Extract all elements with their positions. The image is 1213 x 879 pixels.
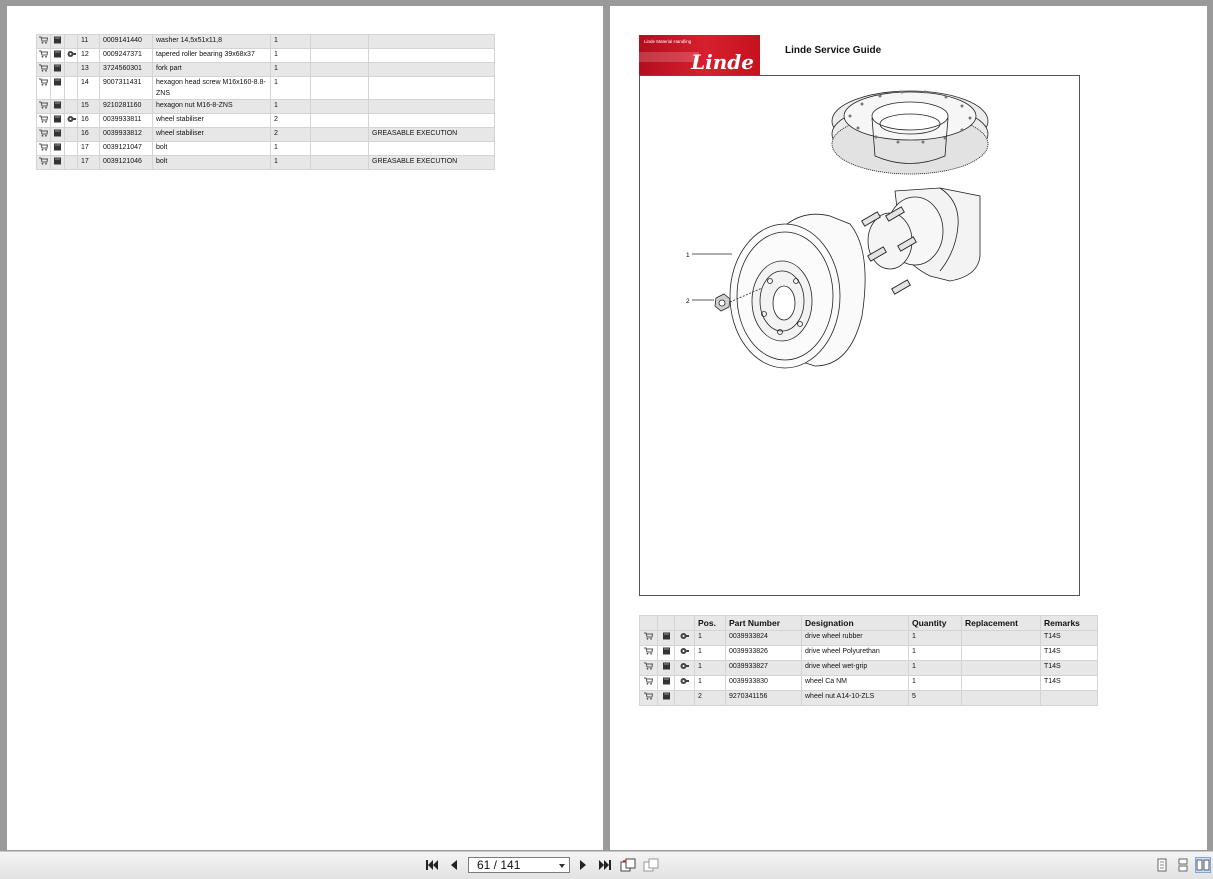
cart-icon[interactable] (37, 35, 51, 49)
cell-replacement (311, 77, 369, 100)
cell-pos: 15 (78, 100, 100, 114)
cell-part-number[interactable]: 0039933826 (726, 646, 802, 661)
cell-quantity: 1 (271, 63, 311, 77)
cart-icon[interactable] (640, 676, 658, 691)
cell-part-number[interactable]: 0039121047 (100, 142, 153, 156)
next-page-icon[interactable] (575, 857, 591, 873)
cell-remarks (369, 35, 495, 49)
cell-part-number[interactable]: 9210281160 (100, 100, 153, 114)
table-row (37, 63, 495, 77)
manual-icon[interactable] (51, 156, 65, 170)
right-page (610, 6, 1207, 850)
cell-remarks (369, 77, 495, 100)
left-page (7, 6, 603, 850)
chevron-down-icon (559, 864, 565, 868)
cell-designation: washer 14,5x51x11,8 (153, 35, 271, 49)
header-designation: Designation (802, 616, 909, 631)
right-parts-table (639, 615, 1098, 706)
cell-designation: bolt (153, 156, 271, 170)
cell-replacement (311, 63, 369, 77)
first-page-icon[interactable] (424, 857, 440, 873)
last-page-icon[interactable] (597, 857, 613, 873)
cell-replacement (962, 691, 1041, 706)
header-replacement: Replacement (962, 616, 1041, 631)
empty-icon-cell (65, 142, 78, 156)
cell-pos: 1 (695, 676, 726, 691)
callout-2: 2 (686, 298, 690, 305)
rotate-icon[interactable] (620, 857, 636, 873)
viewer-toolbar (0, 851, 1213, 879)
cell-part-number[interactable]: 9007311431 (100, 77, 153, 100)
cell-pos: 1 (695, 661, 726, 676)
table-row (37, 35, 495, 49)
drawing-frame (639, 75, 1080, 596)
cell-quantity: 2 (271, 114, 311, 128)
tool-icon[interactable] (65, 114, 78, 128)
cell-part-number[interactable]: 0039933830 (726, 676, 802, 691)
cell-designation: fork part (153, 63, 271, 77)
cell-replacement (962, 631, 1041, 646)
tool-icon[interactable] (65, 49, 78, 63)
cell-remarks: T14S (1041, 661, 1098, 676)
cell-remarks (369, 63, 495, 77)
header-icon-col (658, 616, 675, 631)
cell-pos: 1 (695, 646, 726, 661)
cell-designation: drive wheel wet-grip (802, 661, 909, 676)
cell-replacement (311, 114, 369, 128)
logo-wordmark: Linde (691, 50, 754, 74)
table-row (640, 661, 1098, 676)
tool-icon[interactable] (675, 631, 695, 646)
empty-icon-cell (65, 77, 78, 100)
manual-icon[interactable] (51, 100, 65, 114)
cell-remarks (369, 100, 495, 114)
header-icon-col (640, 616, 658, 631)
page-title: Linde Service Guide (785, 45, 882, 56)
cell-replacement (962, 646, 1041, 661)
table-row (37, 156, 495, 170)
cell-remarks: T14S (1041, 676, 1098, 691)
cart-icon[interactable] (37, 63, 51, 77)
cell-pos: 12 (78, 49, 100, 63)
cell-part-number[interactable]: 0039933812 (100, 128, 153, 142)
linde-logo (639, 35, 760, 75)
cell-remarks (369, 49, 495, 63)
header-remarks: Remarks (1041, 616, 1098, 631)
cell-remarks: GREASABLE EXECUTION (369, 128, 495, 142)
cell-part-number[interactable]: 9270341156 (726, 691, 802, 706)
cell-remarks (1041, 691, 1098, 706)
cell-quantity: 1 (271, 156, 311, 170)
manual-icon[interactable] (658, 691, 675, 706)
table-row (37, 114, 495, 128)
header-icon-col (675, 616, 695, 631)
cell-designation: tapered roller bearing 39x68x37 (153, 49, 271, 63)
manual-icon[interactable] (51, 63, 65, 77)
cell-pos: 16 (78, 128, 100, 142)
cell-pos: 16 (78, 114, 100, 128)
cell-replacement (311, 156, 369, 170)
table-row (37, 100, 495, 114)
empty-icon-cell (675, 691, 695, 706)
continuous-icon[interactable] (1175, 857, 1191, 873)
two-page-icon[interactable] (1195, 857, 1211, 873)
cell-pos: 11 (78, 35, 100, 49)
manual-icon[interactable] (51, 35, 65, 49)
cell-remarks: T14S (1041, 646, 1098, 661)
cell-designation: drive wheel Polyurethan (802, 646, 909, 661)
manual-icon[interactable] (51, 49, 65, 63)
logo-small-text: Linde Material Handling (644, 39, 692, 44)
callout-1: 1 (686, 252, 690, 259)
cell-pos: 1 (695, 631, 726, 646)
cart-icon[interactable] (640, 646, 658, 661)
cell-quantity: 1 (271, 100, 311, 114)
prev-page-icon[interactable] (446, 857, 462, 873)
cell-part-number[interactable]: 0039933824 (726, 631, 802, 646)
cell-quantity: 1 (271, 142, 311, 156)
cell-quantity: 1 (909, 631, 962, 646)
table-row (640, 676, 1098, 691)
manual-icon[interactable] (51, 142, 65, 156)
table-row (640, 691, 1098, 706)
fit-icon[interactable] (643, 857, 659, 873)
manual-icon[interactable] (51, 77, 65, 100)
cell-replacement (311, 49, 369, 63)
tool-icon[interactable] (675, 661, 695, 676)
cart-icon[interactable] (640, 631, 658, 646)
cell-replacement (311, 142, 369, 156)
cell-designation: hexagon head screw M16x160-8.8-ZNS (153, 77, 271, 100)
cell-designation: drive wheel rubber (802, 631, 909, 646)
cell-replacement (311, 35, 369, 49)
cell-replacement (962, 661, 1041, 676)
cart-icon[interactable] (37, 49, 51, 63)
cell-part-number[interactable]: 0009141440 (100, 35, 153, 49)
cell-quantity: 1 (271, 49, 311, 63)
cell-quantity: 1 (271, 35, 311, 49)
cart-icon[interactable] (37, 156, 51, 170)
cell-quantity: 2 (271, 128, 311, 142)
cell-pos: 17 (78, 142, 100, 156)
manual-icon[interactable] (658, 661, 675, 676)
cell-remarks (369, 142, 495, 156)
table-row (37, 128, 495, 142)
cell-designation: hexagon nut M16-8-ZNS (153, 100, 271, 114)
cell-part-number[interactable]: 3724560301 (100, 63, 153, 77)
manual-icon[interactable] (658, 676, 675, 691)
cell-replacement (311, 128, 369, 142)
cell-quantity: 1 (909, 646, 962, 661)
cell-quantity: 1 (909, 661, 962, 676)
cell-quantity: 5 (909, 691, 962, 706)
cell-quantity: 1 (909, 676, 962, 691)
cell-part-number[interactable]: 0039933827 (726, 661, 802, 676)
table-row (37, 77, 495, 100)
header-pos: Pos. (695, 616, 726, 631)
cell-remarks: T14S (1041, 631, 1098, 646)
manual-icon[interactable] (658, 646, 675, 661)
manual-icon[interactable] (51, 128, 65, 142)
manual-icon[interactable] (51, 114, 65, 128)
tool-icon[interactable] (675, 676, 695, 691)
cell-designation: wheel stabiliser (153, 114, 271, 128)
cell-pos: 13 (78, 63, 100, 77)
tool-icon[interactable] (675, 646, 695, 661)
cell-designation: wheel Ca NM (802, 676, 909, 691)
header-part-number: Part Number (726, 616, 802, 631)
empty-icon-cell (65, 128, 78, 142)
cart-icon[interactable] (640, 691, 658, 706)
cart-icon[interactable] (37, 100, 51, 114)
cell-replacement (311, 100, 369, 114)
cell-part-number[interactable]: 0039121046 (100, 156, 153, 170)
cell-part-number[interactable]: 0039933811 (100, 114, 153, 128)
empty-icon-cell (65, 63, 78, 77)
cell-remarks: GREASABLE EXECUTION (369, 156, 495, 170)
cell-designation: wheel stabiliser (153, 128, 271, 142)
page-indicator: 61 / 141 (477, 858, 521, 872)
left-parts-table (36, 34, 495, 170)
single-page-icon[interactable] (1154, 857, 1170, 873)
cart-icon[interactable] (640, 661, 658, 676)
page-number-select[interactable] (468, 857, 570, 873)
cell-designation: wheel nut A14-10-ZLS (802, 691, 909, 706)
manual-icon[interactable] (658, 631, 675, 646)
table-row (640, 631, 1098, 646)
empty-icon-cell (65, 156, 78, 170)
cell-part-number[interactable]: 0009247371 (100, 49, 153, 63)
cell-pos: 14 (78, 77, 100, 100)
drive-wheel-drawing (640, 76, 1079, 595)
cell-remarks (369, 114, 495, 128)
cell-designation: bolt (153, 142, 271, 156)
cell-quantity: 1 (271, 77, 311, 100)
cart-icon[interactable] (37, 142, 51, 156)
header-quantity: Quantity (909, 616, 962, 631)
cart-icon[interactable] (37, 114, 51, 128)
table-row (37, 49, 495, 63)
table-row (640, 646, 1098, 661)
cell-pos: 2 (695, 691, 726, 706)
table-row (37, 142, 495, 156)
cart-icon[interactable] (37, 77, 51, 100)
empty-icon-cell (65, 100, 78, 114)
cart-icon[interactable] (37, 128, 51, 142)
cell-replacement (962, 676, 1041, 691)
cell-pos: 17 (78, 156, 100, 170)
empty-icon-cell (65, 35, 78, 49)
